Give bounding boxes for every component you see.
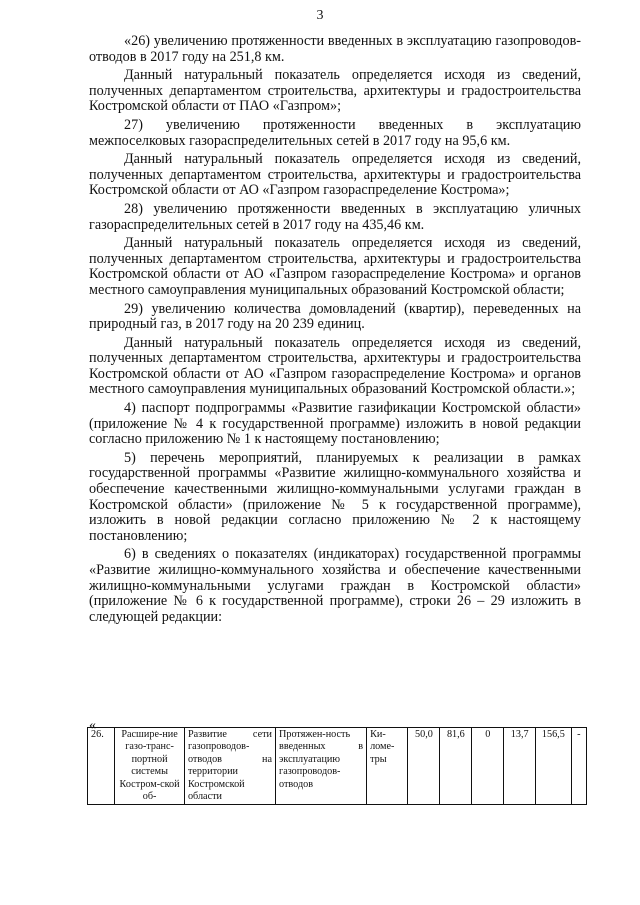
paragraph-point-5: 5) перечень мероприятий, планируемых к реализации в рамках государственной программы «Развитие жилищно-коммунального хозяйства и обеспечение качественными жилищно-коммунальными услугами граждан в Костромской области» (приложение № 5 к государственной программе), изложить в новой редакции согласно приложению № 2 к настоящему постановлению; <box>89 449 581 544</box>
paragraph-source-28: Данный натуральный показатель определяется исходя из сведений, полученных департаментом строительства, архитектуры и градостроительства Костромской области от АО «Газпром газораспределение Кострома» и органов местного самоуправления муниципальных образований Костромской области; <box>89 235 581 298</box>
paragraph-source-27: Данный натуральный показатель определяется исходя из сведений, полученных департаментом строительства, архитектуры и градостроительства Костромской области от АО «Газпром газораспределение Кострома»; <box>89 151 581 199</box>
table-row <box>88 728 587 805</box>
cell-value-4: 13,7 <box>504 728 536 805</box>
paragraph-item-26: «26) увеличению протяженности введенных в эксплуатацию газопроводов-отводов в 2017 году на 251,8 км. <box>89 33 581 65</box>
cell-value-1: 50,0 <box>408 728 440 805</box>
paragraph-item-27: 27) увеличению протяженности введенных в эксплуатацию межпоселковых газораспределительных сетей в 2017 году на 95,6 км. <box>89 116 581 149</box>
cell-indicator: Протяжен-ность введенных в эксплуатацию газопроводов-отводов <box>276 728 367 805</box>
paragraph-source-26: Данный натуральный показатель определяется исходя из сведений, полученных департаментом строительства, архитектуры и градостроительства Костромской области от ПАО «Газпром»; <box>89 67 581 115</box>
cell-value-6: - <box>571 728 586 805</box>
paragraph-point-6: 6) в сведениях о показателях (индикаторах) государственной программы «Развитие жилищно-коммунального хозяйства и обеспечение качественными жилищно-коммунальными услугами граждан в Костромской области» (приложение № 6 к государственной программе), строки 26 – 29 изложить в следующей редакции: <box>89 546 581 625</box>
cell-event: Развитие сети газопроводов-отводов на территории Костромской области <box>184 728 275 805</box>
cell-row-number: 26. <box>88 728 115 805</box>
cell-value-5: 156,5 <box>536 728 571 805</box>
cell-value-2: 81,6 <box>440 728 472 805</box>
paragraph-point-4: 4) паспорт подпрограммы «Развитие газификации Костромской области» (приложение № 4 к государственной программе) изложить в новой редакции согласно приложению № 1 к настоящему постановлению; <box>89 400 581 448</box>
cell-value-3: 0 <box>472 728 504 805</box>
paragraph-source-29: Данный натуральный показатель определяется исходя из сведений, полученных департаментом строительства, архитектуры и градостроительства Костромской области от АО «Газпром газораспределение Кострома» и органов местного самоуправления муниципальных образований Костромской области.»; <box>89 334 581 398</box>
cell-unit: Ки-ломе-тры <box>367 728 408 805</box>
opening-quote: « <box>89 718 96 733</box>
page-number: 3 <box>316 8 324 23</box>
paragraph-item-28: 28) увеличению протяженности введенных в эксплуатацию уличных газораспределительных сетей в 2017 году на 435,46 км. <box>89 200 581 233</box>
paragraph-item-29: 29) увеличению количества домовладений (квартир), переведенных на природный газ, в 2017 году на 20 239 единиц. <box>89 300 581 333</box>
indicator-table <box>87 727 587 805</box>
document-body <box>89 34 581 628</box>
cell-name: Расшире-ние газо-транс-портной системы Костром-ской об- <box>115 728 185 805</box>
